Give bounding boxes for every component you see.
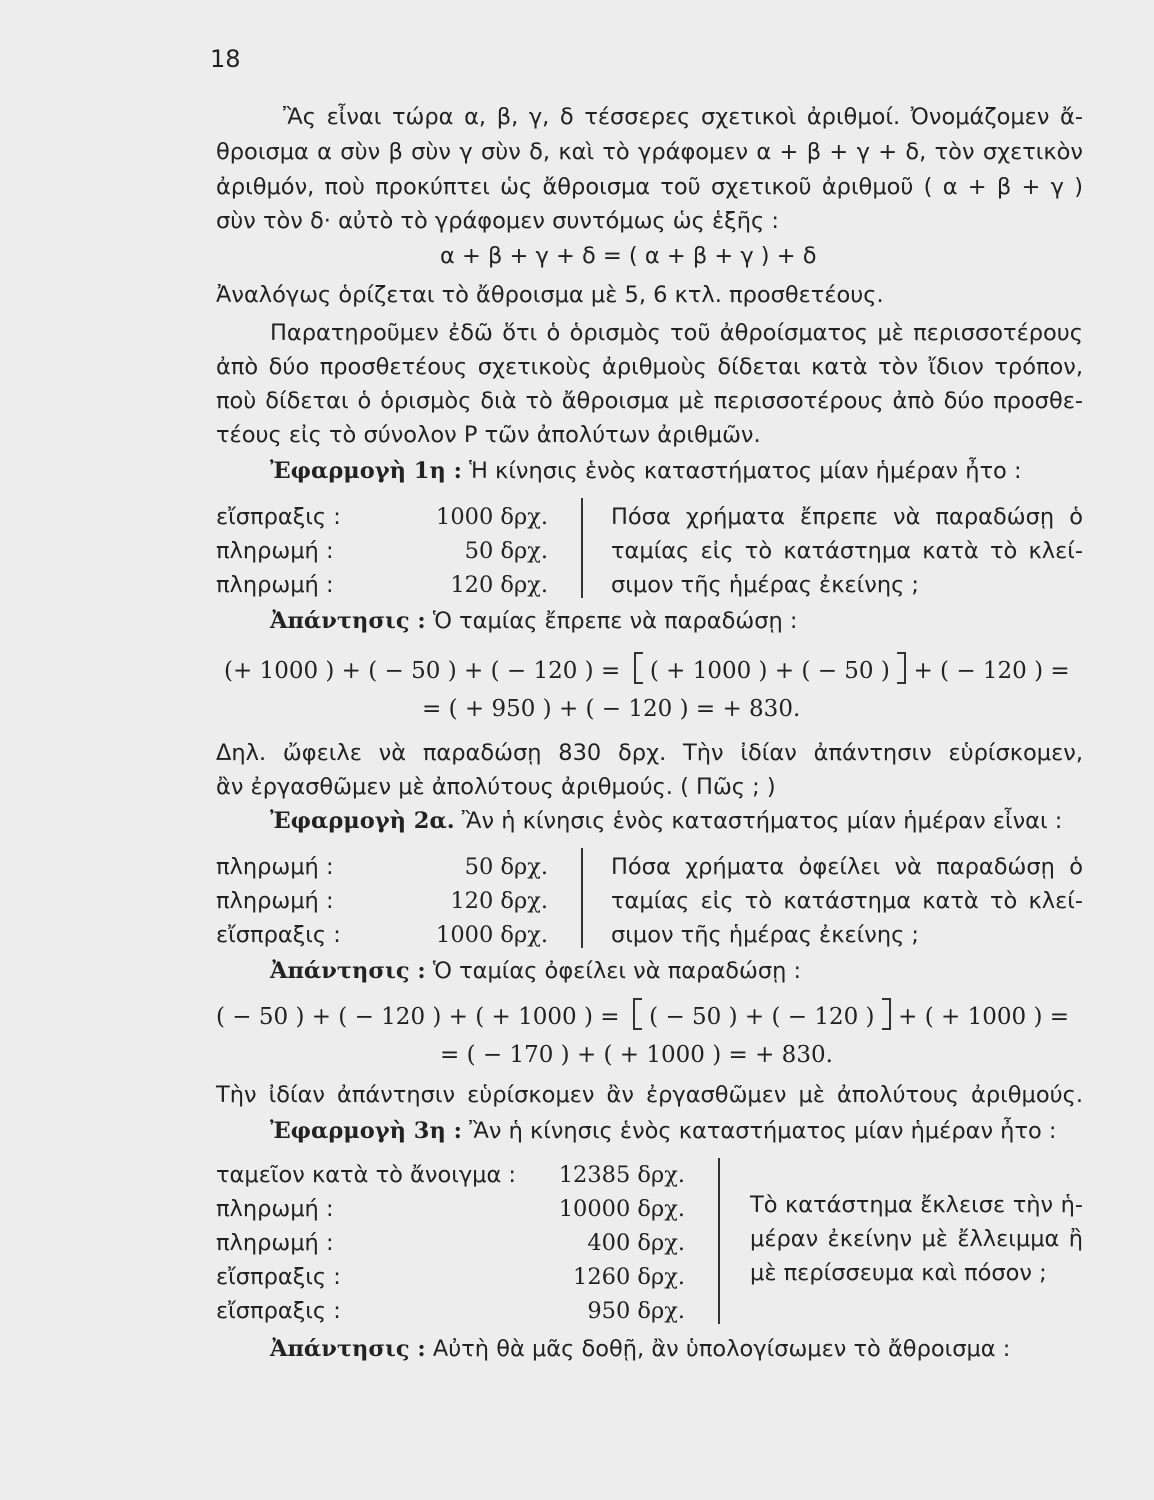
app2-divider — [581, 848, 583, 948]
app2-row-amount: 50 δρχ. — [464, 854, 548, 880]
app2-row-amount: 120 δρχ. — [450, 888, 548, 914]
app1-equation-2: = ( + 950 ) + ( − 120 ) = + 830. — [422, 696, 801, 722]
app3-row-amount: 1260 δρχ. — [573, 1264, 685, 1290]
app3-row-label: πληρωμή : — [216, 1230, 334, 1256]
app1-row-label: πληρωμή : — [216, 572, 334, 598]
app3-row-amount: 950 δρχ. — [587, 1298, 685, 1324]
app3-row-label: πληρωμή : — [216, 1196, 334, 1222]
app1-answer-text: Ὁ ταμίας ἔπρεπε νὰ παραδώσῃ : — [432, 608, 798, 634]
left-bracket — [633, 998, 642, 1030]
eq-inner: ( + 1000 ) + ( − 50 ) — [649, 658, 890, 684]
app1-heading — [270, 456, 1022, 486]
eq-left: ( − 50 ) + ( − 120 ) + ( + 1000 ) = — [216, 1004, 620, 1030]
right-bracket — [882, 998, 891, 1030]
app2-text: Ἂν ἡ κίνησις ἑνὸς καταστήματος μίαν ἡμέραν εἶναι : — [461, 808, 1063, 834]
app1-row-label: πληρωμή : — [216, 538, 334, 564]
para2-line-2: ἀπὸ δύο προσθετέους σχετικοὺς ἀριθμοὺς δίδεται κατὰ τὸν ἴδιον τρόπον, — [216, 354, 1083, 380]
para2-line-4: τέους εἰς τὸ σύνολον P τῶν ἀπολύτων ἀριθμῶν. — [216, 422, 761, 448]
intro-line-1: Ἂς εἶναι τώρα α, β, γ, δ τέσσερες σχετικοὶ ἀριθμοί. Ὀνομάζομεν ἄ- — [283, 104, 1083, 130]
app3-question-line-3: μὲ περίσσευμα καὶ πόσον ; — [750, 1260, 1047, 1286]
app3-answer — [270, 1334, 1010, 1364]
intro-line-4: σὺν τὸν δ· αὐτὸ τὸ γράφομεν συντόμως ὡς ἑξῆς : — [216, 208, 779, 234]
app3-row-amount: 10000 δρχ. — [558, 1196, 685, 1222]
app3-divider — [718, 1158, 720, 1324]
app2-row-label: εἴσπραξις : — [216, 922, 341, 948]
para2-line-3: ποὺ δίδεται ὁ ὁρισμὸς διὰ τὸ ἄθροισμα μὲ περισσοτέρους ἀπὸ δύο προσθε- — [216, 388, 1083, 414]
app3-row-label: εἴσπραξις : — [216, 1264, 341, 1290]
para2-line-1: Παρατηροῦμεν ἐδῶ ὅτι ὁ ὁρισμὸς τοῦ ἀθροίσματος μὲ περισσοτέρους — [270, 320, 1083, 346]
app3-title: Ἐφαρμογὴ 3η : — [270, 1118, 462, 1144]
app1-question-line-1: Πόσα χρήματα ἔπρεπε νὰ παραδώσῃ ὁ — [611, 504, 1083, 530]
app2-row-amount: 1000 δρχ. — [436, 922, 548, 948]
app3-question-line-2: μέραν ἐκείνην μὲ ἔλλειμμα ἢ — [750, 1226, 1083, 1252]
app2-after-line: Τὴν ἰδίαν ἀπάντησιν εὑρίσκομεν ἂν ἐργασθῶμεν μὲ ἀπολύτους ἀριθμούς. — [216, 1082, 1083, 1108]
app1-row-amount: 50 δρχ. — [464, 538, 548, 564]
intro-line-2: θροισμα α σὺν β σὺν γ σὺν δ, καὶ τὸ γράφομεν α + β + γ + δ, τὸν σχετικὸν — [216, 139, 1083, 165]
app2-question-line-1: Πόσα χρήματα ὀφείλει νὰ παραδώσῃ ὁ — [611, 854, 1083, 880]
eq-inner: ( − 50 ) + ( − 120 ) — [649, 1004, 875, 1030]
app1-equation-1 — [224, 652, 1070, 686]
app1-answer-label: Ἀπάντησις : — [270, 608, 426, 634]
app2-answer-label: Ἀπάντησις : — [270, 958, 426, 984]
app2-row-label: πληρωμή : — [216, 888, 334, 914]
app1-row-amount: 120 δρχ. — [450, 572, 548, 598]
left-bracket — [634, 652, 643, 684]
app1-row-label: εἴσπραξις : — [216, 504, 341, 530]
app1-answer — [270, 606, 797, 636]
app1-row-amount: 1000 δρχ. — [436, 504, 548, 530]
app2-row-label: πληρωμή : — [216, 854, 334, 880]
right-bracket — [897, 652, 906, 684]
app1-after-line-2: ἂν ἐργασθῶμεν μὲ ἀπολύτους ἀριθμούς. ( Πῶς ; ) — [216, 774, 776, 800]
app2-answer-text: Ὁ ταμίας ὀφείλει νὰ παραδώσῃ : — [432, 958, 802, 984]
app2-question-line-3: σιμον τῆς ἡμέρας ἐκείνης ; — [611, 922, 920, 948]
app1-question-line-2: ταμίας εἰς τὸ κατάστημα κατὰ τὸ κλεί- — [611, 538, 1083, 564]
app2-answer — [270, 956, 801, 986]
app3-row-amount: 400 δρχ. — [587, 1230, 685, 1256]
eq-right: + ( − 120 ) = — [913, 658, 1070, 684]
app1-title: Ἐφαρμογὴ 1η : — [270, 458, 462, 484]
app2-title: Ἐφαρμογὴ 2α. — [270, 808, 455, 834]
page-number: 18 — [210, 45, 241, 73]
app2-equation-2: = ( − 170 ) + ( + 1000 ) = + 830. — [440, 1042, 833, 1068]
intro-line-3: ἀριθμόν, ποὺ προκύπτει ὡς ἄθροισμα τοῦ σχετικοῦ ἀριθμοῦ ( α + β + γ ) — [216, 174, 1083, 200]
app3-row-amount: 12385 δρχ. — [558, 1162, 685, 1188]
app3-question-line-1: Τὸ κατάστημα ἔκλεισε τὴν ἡ- — [750, 1192, 1083, 1218]
app3-answer-text: Αὐτὴ θὰ μᾶς δοθῇ, ἂν ὑπολογίσωμεν τὸ ἄθροισμα : — [432, 1336, 1011, 1362]
app2-question-line-2: ταμίας εἰς τὸ κατάστημα κατὰ τὸ κλεί- — [611, 888, 1083, 914]
app1-question-line-3: σιμον τῆς ἡμέρας ἐκείνης ; — [611, 572, 920, 598]
eq-right: + ( + 1000 ) = — [898, 1004, 1070, 1030]
app3-text: Ἂν ἡ κίνησις ἑνὸς καταστήματος μίαν ἡμέραν ἦτο : — [469, 1118, 1057, 1144]
app3-row-label: ταμεῖον κατὰ τὸ ἄνοιγμα : — [216, 1162, 517, 1188]
app3-heading — [270, 1116, 1056, 1146]
intro-formula: α + β + γ + δ = ( α + β + γ ) + δ — [440, 243, 817, 269]
app1-after-line-1: Δηλ. ὤφειλε νὰ παραδώσῃ 830 δρχ. Τὴν ἰδίαν ἀπάντησιν εὑρίσκομεν, — [216, 740, 1083, 766]
eq-left: (+ 1000 ) + ( − 50 ) + ( − 120 ) = — [224, 658, 621, 684]
app1-divider — [581, 498, 583, 598]
app1-text: Ἡ κίνησις ἑνὸς καταστήματος μίαν ἡμέραν ἦτο : — [469, 458, 1022, 484]
app2-equation-1 — [216, 998, 1069, 1032]
app3-answer-label: Ἀπάντησις : — [270, 1336, 426, 1362]
intro-line-after: Ἀναλόγως ὁρίζεται τὸ ἄθροισμα μὲ 5, 6 κτλ. προσθετέους. — [216, 282, 884, 308]
app2-heading — [270, 806, 1062, 836]
app3-row-label: εἴσπραξις : — [216, 1298, 341, 1324]
